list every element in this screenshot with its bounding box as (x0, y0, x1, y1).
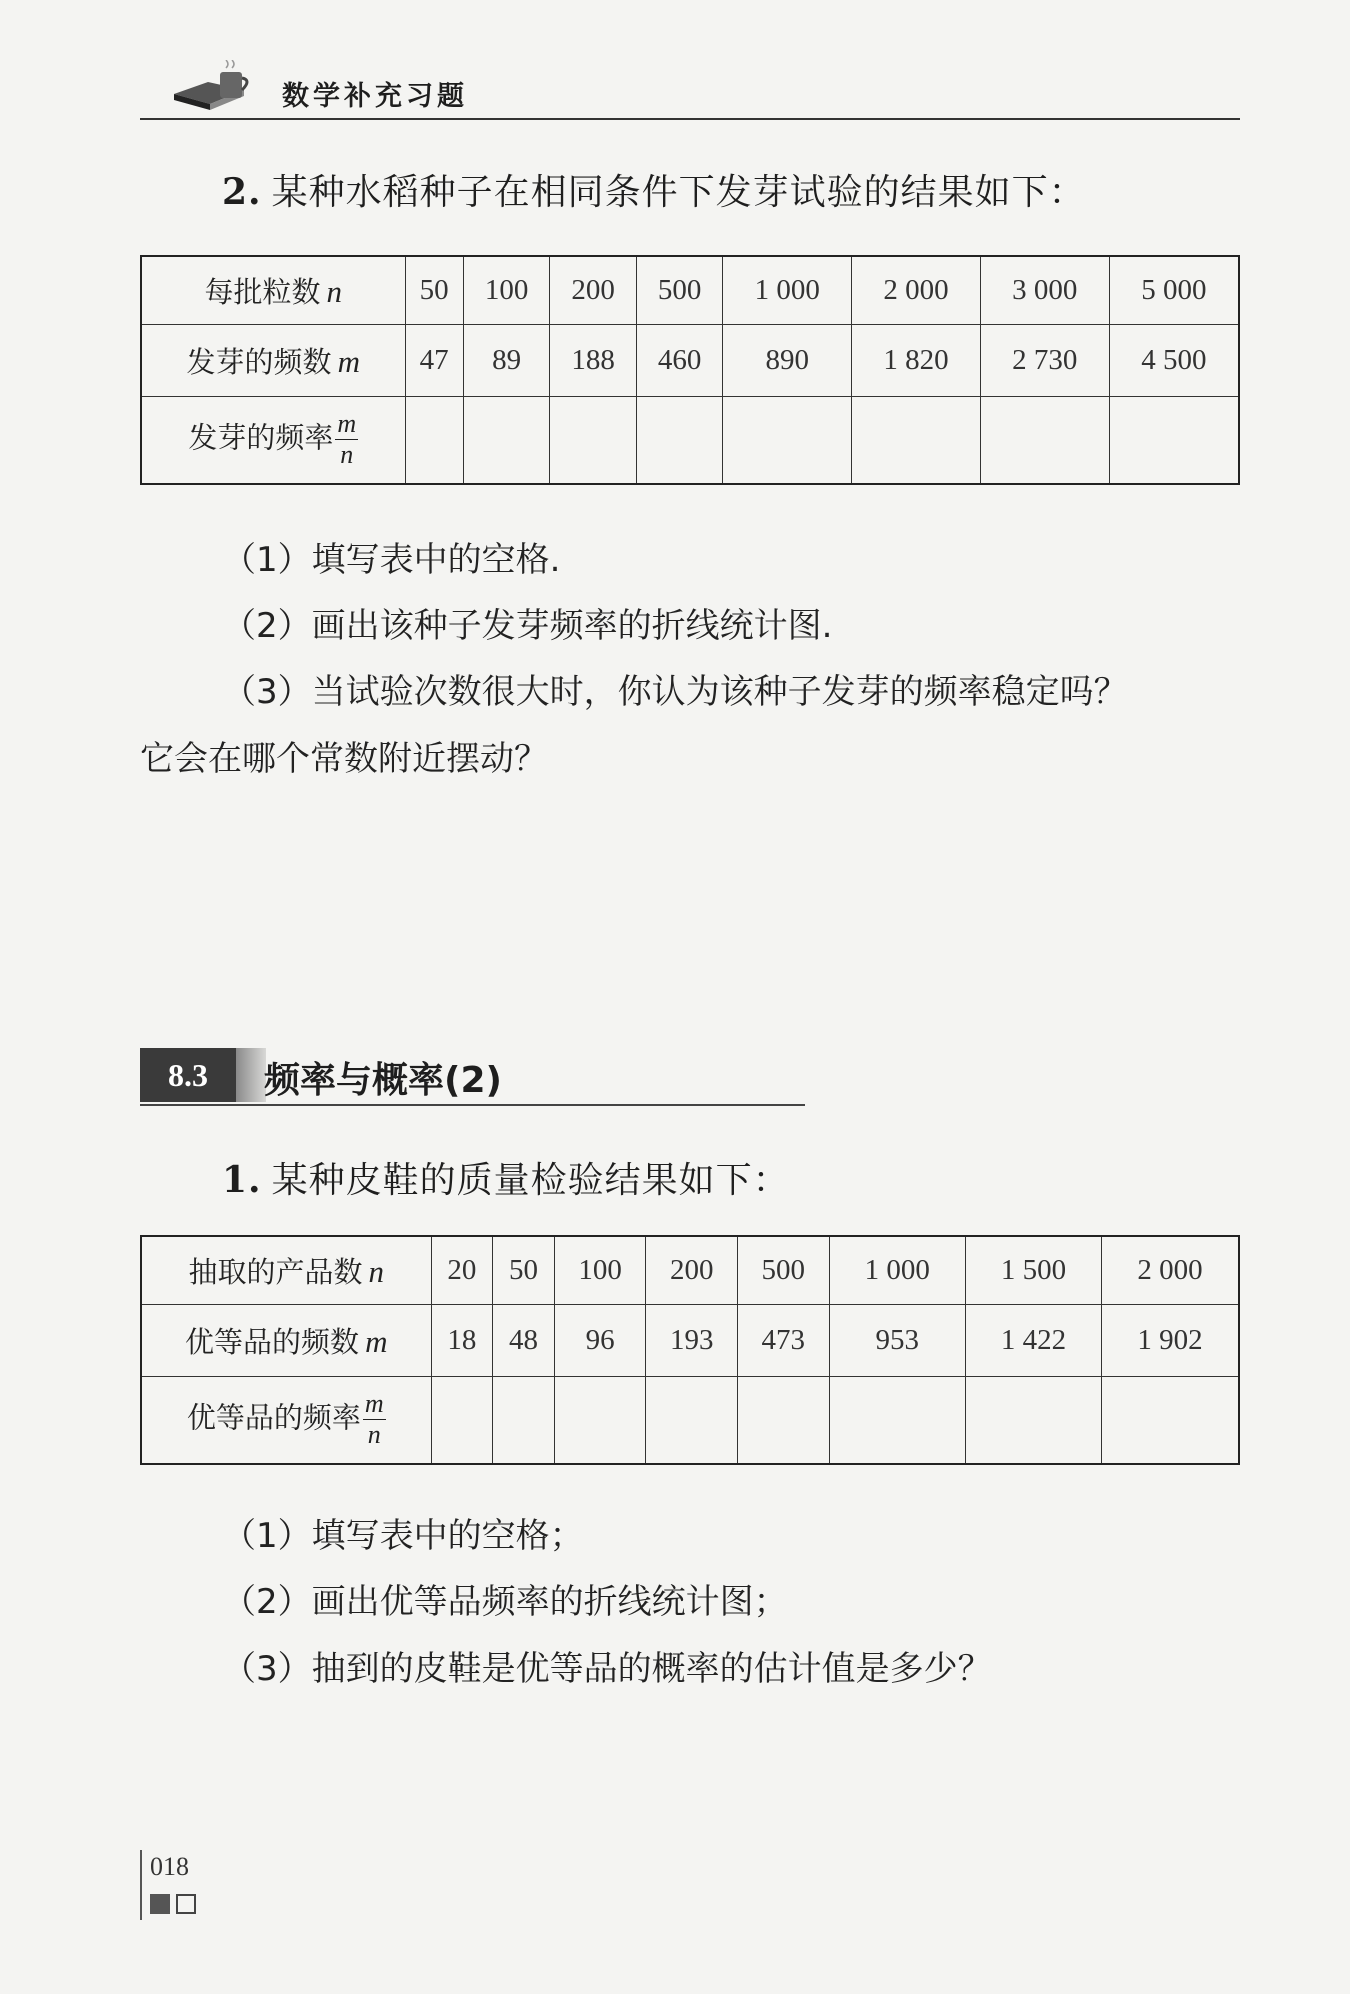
table-row (141, 1304, 1239, 1376)
row-header-first-grade-count: 优等品的频数 m (141, 1304, 431, 1376)
blank-cell (738, 1376, 830, 1464)
book-title: 数学补充习题 (282, 81, 468, 112)
table-cell: 200 (646, 1236, 738, 1304)
table-cell: 1 902 (1102, 1304, 1239, 1376)
blank-cell (405, 396, 463, 484)
table-cell: 18 (431, 1304, 493, 1376)
problem-text: 某种皮鞋的质量检验结果如下： (271, 1160, 790, 1201)
table-cell: 100 (463, 256, 550, 324)
table-row (141, 324, 1239, 396)
table-cell: 2 000 (852, 256, 981, 324)
page-header (140, 40, 1240, 120)
table-row (141, 1236, 1239, 1304)
blank-cell (493, 1376, 555, 1464)
table-row (141, 256, 1239, 324)
question-1: （1）填写表中的空格； (222, 1516, 584, 1556)
table-cell: 500 (738, 1236, 830, 1304)
question-2: （2）画出优等品频率的折线统计图； (222, 1582, 788, 1622)
table-cell: 1 422 (965, 1304, 1101, 1376)
row-header-batch-size: 每批粒数 n (141, 256, 405, 324)
blank-cell (550, 396, 637, 484)
problem-2-statement (222, 164, 1086, 215)
table-cell: 50 (405, 256, 463, 324)
problem-1-statement (222, 1152, 790, 1203)
section-divider (140, 1104, 805, 1106)
table-cell: 1 500 (965, 1236, 1101, 1304)
blank-cell (554, 1376, 646, 1464)
table-row (141, 1376, 1239, 1464)
blank-cell (463, 396, 550, 484)
row-header-germination-rate: 发芽的频率 $\frac{m}{n}$ (141, 396, 405, 484)
fraction-m-over-n: $\frac{m}{n}$ (364, 1389, 384, 1450)
table-cell: 2 730 (980, 324, 1109, 396)
table-cell: 5 000 (1109, 256, 1239, 324)
blank-cell (1109, 396, 1239, 484)
leather-shoe-quality-table (140, 1235, 1240, 1465)
problem-number: 2. (222, 171, 262, 213)
row-header-sample-size: 抽取的产品数 n (141, 1236, 431, 1304)
empty-square-icon (176, 1894, 196, 1914)
table-cell: 47 (405, 324, 463, 396)
blank-cell (723, 396, 852, 484)
table-cell: 96 (554, 1304, 646, 1376)
table-cell: 460 (636, 324, 723, 396)
blank-cell (829, 1376, 965, 1464)
row-header-first-grade-rate: 优等品的频率 $\frac{m}{n}$ (141, 1376, 431, 1464)
blank-cell (646, 1376, 738, 1464)
question-3-continued: 它会在哪个常数附近摆动？ (140, 739, 548, 779)
blank-cell (431, 1376, 493, 1464)
table-cell: 2 000 (1102, 1236, 1239, 1304)
table-cell: 188 (550, 324, 637, 396)
table-cell: 193 (646, 1304, 738, 1376)
blank-cell (636, 396, 723, 484)
book-and-cup-icon (168, 60, 264, 116)
table-cell: 4 500 (1109, 324, 1239, 396)
blank-cell (852, 396, 981, 484)
question-3: （3）抽到的皮鞋是优等品的概率的估计值是多少？ (222, 1649, 992, 1689)
table-cell: 1 820 (852, 324, 981, 396)
footer-divider (140, 1850, 142, 1920)
page-number: 018 (150, 1852, 189, 1881)
problem-text: 某种水稻种子在相同条件下发芽试验的结果如下： (271, 172, 1086, 213)
blank-cell (965, 1376, 1101, 1464)
section-badge-shade (236, 1048, 266, 1102)
question-1: （1）填写表中的空格. (222, 540, 561, 580)
rice-germination-table (140, 255, 1240, 485)
blank-cell (1102, 1376, 1239, 1464)
blank-cell (980, 396, 1109, 484)
section-number: 8.3 (140, 1048, 236, 1102)
table-cell: 89 (463, 324, 550, 396)
table-cell: 100 (554, 1236, 646, 1304)
table-row (141, 396, 1239, 484)
table-cell: 50 (493, 1236, 555, 1304)
question-3: （3）当试验次数很大时，你认为该种子发芽的频率稳定吗？ (222, 672, 1128, 712)
row-header-germination-count: 发芽的频数 m (141, 324, 405, 396)
table-cell: 3 000 (980, 256, 1109, 324)
table-cell: 20 (431, 1236, 493, 1304)
table-cell: 48 (493, 1304, 555, 1376)
table-cell: 1 000 (829, 1236, 965, 1304)
question-2: （2）画出该种子发芽频率的折线统计图. (222, 606, 833, 646)
filled-square-icon (150, 1894, 170, 1914)
table-cell: 500 (636, 256, 723, 324)
header-divider (140, 118, 1240, 120)
table-cell: 200 (550, 256, 637, 324)
fraction-m-over-n: $\frac{m}{n}$ (337, 409, 357, 470)
table-cell: 953 (829, 1304, 965, 1376)
table-cell: 890 (723, 324, 852, 396)
table-cell: 473 (738, 1304, 830, 1376)
section-title: 频率与概率(2) (264, 1060, 502, 1101)
table-cell: 1 000 (723, 256, 852, 324)
problem-number: 1. (222, 1159, 262, 1201)
